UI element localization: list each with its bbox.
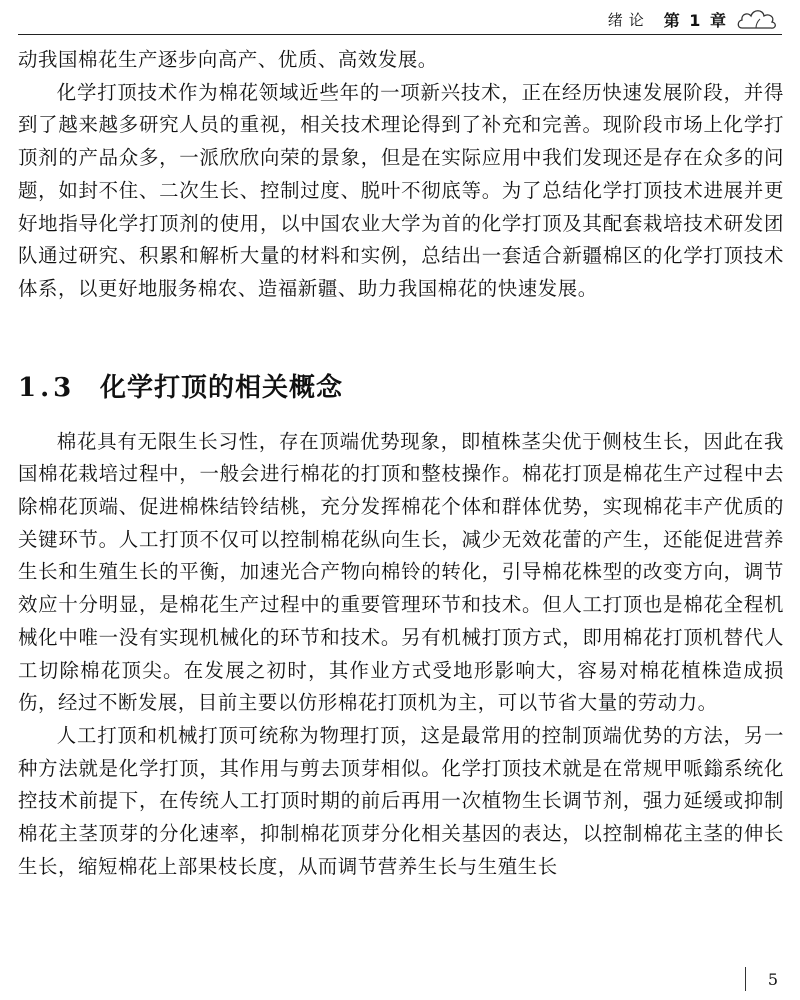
section-number: 1.3 [18,372,76,403]
page-footer [745,964,778,994]
page-number: 5 [767,969,778,989]
section-heading [18,370,784,406]
header-rule [18,34,782,35]
cotton-cloud-icon [736,6,778,32]
header-section-title: 绪论 [607,10,650,29]
body-paragraph: 动我国棉花生产逐步向高产、优质、高效发展。 [18,48,438,71]
body-paragraph: 化学打顶技术作为棉花领域近些年的一项新兴技术，正在经历快速发展阶段，并得到了越来越多研究人员的重视，相关技术理论得到了补充和完善。现阶段市场上化学打顶剂的产品众多，一派欣欣向荣的景象，但是在实际应用中我们发现还是存在众多的问题，如封不住、二次生长、控制过度、脱叶不彻底等。为了总结化学打顶技术进展并更好地指导化学打顶剂的使用，以中国农业大学为首的化学打顶及其配套栽培技术研发团队通过研究、积累和解析大量的材料和实例，总结出一套适合新疆棉区的化学打顶技术体系，以更好地服务棉农、造福新疆、助力我国棉花的快速发展。 [18,80,784,300]
page-body [18,44,784,883]
footer-rule [745,967,746,991]
header-chapter-label: 第 1 章 [663,10,728,30]
section-title: 化学打顶的相关概念 [100,372,344,403]
body-paragraph: 人工打顶和机械打顶可统称为物理打顶，这是最常用的控制顶端优势的方法，另一种方法就是化学打顶，其作用与剪去顶芽相似。化学打顶技术就是在常规甲哌鎓系统化控技术前提下，在传统人工打顶时期的前后再用一次植物生长调节剂，强力延缓或抑制棉花主茎顶芽的分化速率，抑制棉花顶芽分化相关基因的表达，以控制棉花主茎的伸长生长，缩短棉花上部果枝长度，从而调节营养生长与生殖生长 [18,723,784,878]
running-header [608,6,778,32]
body-paragraph: 棉花具有无限生长习性，存在顶端优势现象，即植株茎尖优于侧枝生长，因此在我国棉花栽培过程中，一般会进行棉花的打顶和整枝操作。棉花打顶是棉花生产过程中去除棉花顶端、促进棉株结铃结桃，充分发挥棉花个体和群体优势，实现棉花丰产优质的关键环节。人工打顶不仅可以控制棉花纵向生长，减少无效花蕾的产生，还能促进营养生长和生殖生长的平衡，加速光合产物向棉铃的转化，引导棉花株型的改变方向，调节效应十分明显，是棉花生产过程中的重要管理环节和技术。但人工打顶也是棉花全程机械化中唯一没有实现机械化的环节和技术。另有机械打顶方式，即用棉花打顶机替代人工切除棉花顶尖。在发展之初时，其作业方式受地形影响大，容易对棉花植株造成损伤，经过不断发展，目前主要以仿形棉花打顶机为主，可以节省大量的劳动力。 [18,429,784,715]
